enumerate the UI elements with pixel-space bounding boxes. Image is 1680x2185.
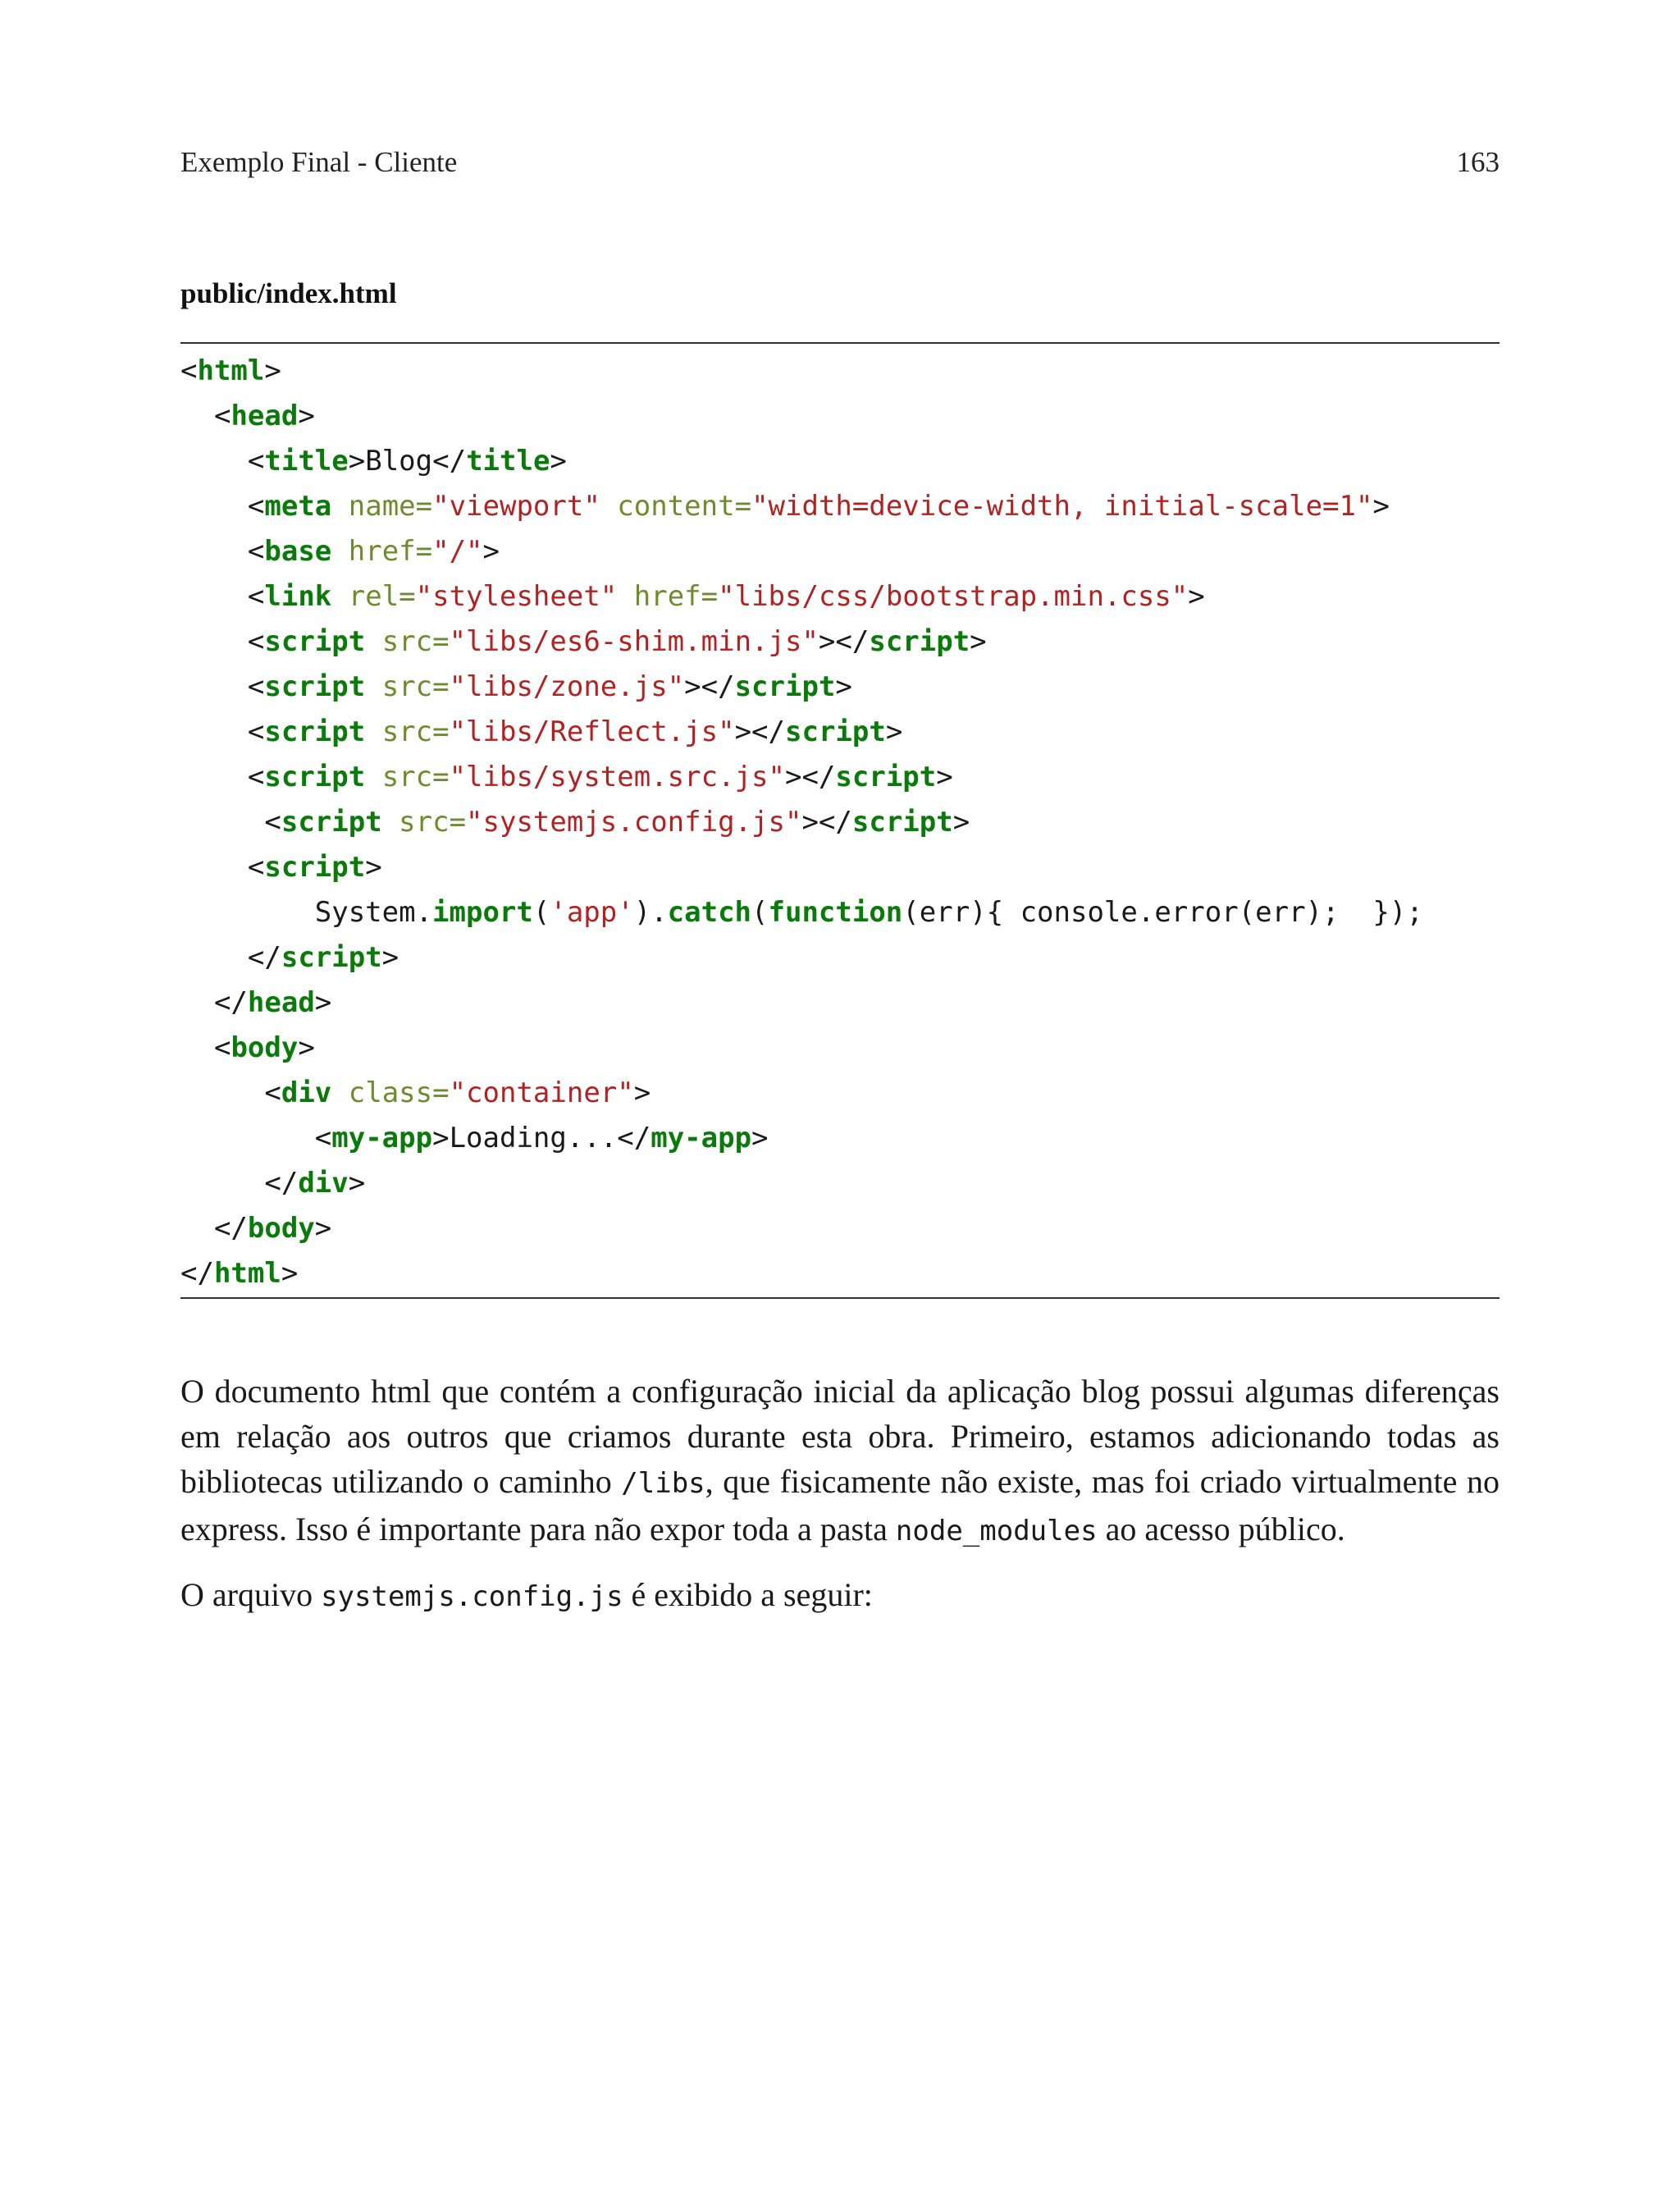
code-token: "libs/css/bootstrap.min.css" <box>718 580 1189 613</box>
code-token: script <box>264 761 366 793</box>
code-line <box>180 439 1500 484</box>
code-token: </ <box>180 1257 214 1290</box>
code-token: </ <box>264 1167 299 1200</box>
code-token <box>180 445 248 478</box>
code-token: System. <box>180 896 433 929</box>
code-token <box>180 806 264 839</box>
code-token: ). <box>633 896 668 929</box>
code-token <box>180 400 214 432</box>
code-token: "width=device-width, initial-scale=1" <box>751 490 1373 523</box>
code-line <box>180 1251 1500 1296</box>
code-token: > <box>550 445 567 478</box>
code-token: < <box>213 400 231 432</box>
code-token <box>331 535 348 568</box>
code-token: script <box>264 715 366 748</box>
code-caption: public/index.html <box>180 277 397 309</box>
body-paragraph <box>180 1369 1500 1554</box>
code-line <box>180 1026 1500 1071</box>
code-token <box>180 670 248 703</box>
body-text <box>180 1369 1500 1638</box>
code-token: < <box>247 715 265 748</box>
code-token <box>180 490 248 523</box>
code-token <box>617 580 633 613</box>
code-line <box>180 574 1500 619</box>
code-line <box>180 529 1500 574</box>
code-token: > <box>348 1167 366 1200</box>
code-token <box>331 1077 348 1109</box>
code-token <box>331 490 348 523</box>
code-token: > <box>348 445 366 478</box>
code-token <box>180 715 248 748</box>
code-token <box>180 1077 264 1109</box>
paragraph-text: O documento html que contém a configuração inicial da aplicação blog possui algumas diferenças em relação aos outros que criamos durante esta obra. Primeiro, estamos adicionando todas as bibliotecas utilizando o caminho <box>180 1373 1500 1500</box>
body-paragraph <box>180 1572 1500 1620</box>
code-token: rel= <box>348 580 416 613</box>
code-token: > <box>264 354 281 387</box>
inline-code: systemjs.config.js <box>321 1580 623 1613</box>
code-token: div <box>281 1077 332 1109</box>
code-line <box>180 484 1500 529</box>
code-token: </ <box>213 1212 248 1245</box>
code-token: html <box>197 354 265 387</box>
code-token: div <box>298 1167 349 1200</box>
code-token: < <box>247 851 265 884</box>
code-token: </ <box>247 941 281 974</box>
code-token: Blog <box>365 445 433 478</box>
code-token: script <box>281 806 382 839</box>
code-token: href= <box>348 535 433 568</box>
code-token: src= <box>381 670 450 703</box>
code-token: script <box>851 806 953 839</box>
code-line <box>180 890 1500 935</box>
code-token: src= <box>381 625 450 658</box>
code-token: > <box>381 941 399 974</box>
code-token: script <box>264 625 366 658</box>
code-token: "/" <box>432 535 483 568</box>
code-token <box>365 715 381 748</box>
code-token <box>382 806 399 839</box>
code-token: title <box>466 445 550 478</box>
code-token: src= <box>381 715 450 748</box>
code-token: ></ <box>784 761 836 793</box>
code-token: > <box>1188 580 1205 613</box>
code-token: ></ <box>684 670 735 703</box>
code-token: </ <box>617 1122 651 1154</box>
code-token: meta <box>264 490 332 523</box>
code-token: > <box>281 1257 299 1290</box>
code-token: "systemjs.config.js" <box>466 806 802 839</box>
code-token: > <box>885 715 903 748</box>
code-line <box>180 800 1500 845</box>
code-token: < <box>247 670 265 703</box>
code-token <box>331 580 348 613</box>
page-header <box>180 146 1500 187</box>
code-token <box>180 1122 315 1154</box>
code-token: "libs/zone.js" <box>449 670 685 703</box>
code-line <box>180 845 1500 890</box>
code-token: < <box>247 761 265 793</box>
code-token: class= <box>348 1077 450 1109</box>
code-token: < <box>247 625 265 658</box>
code-token: < <box>264 1077 281 1109</box>
code-token: "libs/es6-shim.min.js" <box>449 625 819 658</box>
code-token: < <box>247 445 265 478</box>
code-line <box>180 1116 1500 1161</box>
code-token: script <box>264 851 366 884</box>
code-token: > <box>936 761 953 793</box>
code-token: ></ <box>801 806 852 839</box>
code-token: > <box>751 1122 769 1154</box>
code-token: < <box>213 1031 231 1064</box>
code-token <box>180 580 248 613</box>
code-token <box>180 1167 264 1200</box>
code-token: < <box>247 535 265 568</box>
code-token: 'app' <box>550 896 634 929</box>
code-token: < <box>247 580 265 613</box>
code-token: Loading... <box>449 1122 618 1154</box>
code-token: my-app <box>331 1122 433 1154</box>
code-token: head <box>231 400 299 432</box>
code-token: > <box>1372 490 1390 523</box>
code-token: script <box>734 670 836 703</box>
code-token: function <box>768 896 903 929</box>
code-line <box>180 665 1500 710</box>
code-token: "container" <box>449 1077 634 1109</box>
code-token: src= <box>381 761 450 793</box>
code-token: ( <box>751 896 769 929</box>
inline-code: /libs <box>621 1467 705 1500</box>
code-line <box>180 935 1500 981</box>
code-token: (err){ console.error(err); }); <box>902 896 1423 929</box>
code-listing <box>180 349 1500 1296</box>
paragraph-text: é exibido a seguir: <box>623 1576 873 1613</box>
paragraph-text: ao acesso público. <box>1097 1511 1345 1547</box>
code-line <box>180 619 1500 665</box>
code-line <box>180 981 1500 1026</box>
code-token: </ <box>213 986 248 1019</box>
code-token: > <box>482 535 500 568</box>
code-token: > <box>365 851 382 884</box>
code-token: > <box>298 1031 315 1064</box>
code-token <box>180 1031 214 1064</box>
code-token: > <box>314 986 332 1019</box>
code-bottom-rule <box>180 1297 1500 1299</box>
code-token: title <box>264 445 349 478</box>
code-token: script <box>264 670 366 703</box>
code-token: "stylesheet" <box>415 580 618 613</box>
code-token <box>365 670 381 703</box>
chapter-title: Exemplo Final - Cliente <box>180 146 458 178</box>
code-token <box>180 761 248 793</box>
code-token: import <box>432 896 533 929</box>
code-token: ></ <box>818 625 870 658</box>
code-token: > <box>633 1077 651 1109</box>
code-token: body <box>247 1212 315 1245</box>
page-number: 163 <box>1456 146 1500 178</box>
code-token: script <box>785 715 886 748</box>
code-token: > <box>835 670 852 703</box>
code-token <box>180 535 248 568</box>
code-token: < <box>247 490 265 523</box>
code-line <box>180 755 1500 800</box>
code-token <box>180 851 248 884</box>
code-token: > <box>298 400 315 432</box>
code-token <box>365 761 381 793</box>
code-token <box>365 625 381 658</box>
code-token <box>180 941 248 974</box>
code-line <box>180 1071 1500 1116</box>
code-token: "viewport" <box>432 490 600 523</box>
code-token: ( <box>532 896 550 929</box>
code-line <box>180 1206 1500 1251</box>
code-token: < <box>314 1122 332 1154</box>
code-token: content= <box>617 490 752 523</box>
code-token <box>180 986 214 1019</box>
code-token: my-app <box>651 1122 752 1154</box>
inline-code: node_modules <box>895 1515 1098 1547</box>
code-token: ></ <box>734 715 785 748</box>
code-token: > <box>314 1212 332 1245</box>
code-top-rule <box>180 342 1500 344</box>
code-token: href= <box>633 580 719 613</box>
code-token: > <box>970 625 987 658</box>
code-token <box>180 625 248 658</box>
code-token: < <box>264 806 281 839</box>
code-token: name= <box>348 490 433 523</box>
paragraph-text: , que fisicamente não existe, mas foi criado virtualmente no express. Isso é importante para não expor toda a pasta <box>180 1463 1500 1547</box>
code-token: > <box>952 806 970 839</box>
code-line <box>180 394 1500 439</box>
code-token: > <box>432 1122 450 1154</box>
code-token: body <box>231 1031 299 1064</box>
code-token: src= <box>399 806 467 839</box>
code-token: script <box>281 941 382 974</box>
code-token: base <box>264 535 332 568</box>
code-line <box>180 1161 1500 1206</box>
code-token: catch <box>667 896 752 929</box>
paragraph-text: O arquivo <box>180 1576 322 1613</box>
code-token: < <box>180 354 198 387</box>
code-token: html <box>213 1257 281 1290</box>
code-token: </ <box>432 445 467 478</box>
code-line <box>180 710 1500 755</box>
code-line <box>180 349 1500 394</box>
code-token: script <box>869 625 970 658</box>
code-token <box>180 1212 214 1245</box>
code-token: "libs/system.src.js" <box>449 761 785 793</box>
code-token: script <box>835 761 937 793</box>
code-token: "libs/Reflect.js" <box>449 715 735 748</box>
code-token: head <box>247 986 315 1019</box>
code-token <box>600 490 617 523</box>
code-token: link <box>264 580 332 613</box>
